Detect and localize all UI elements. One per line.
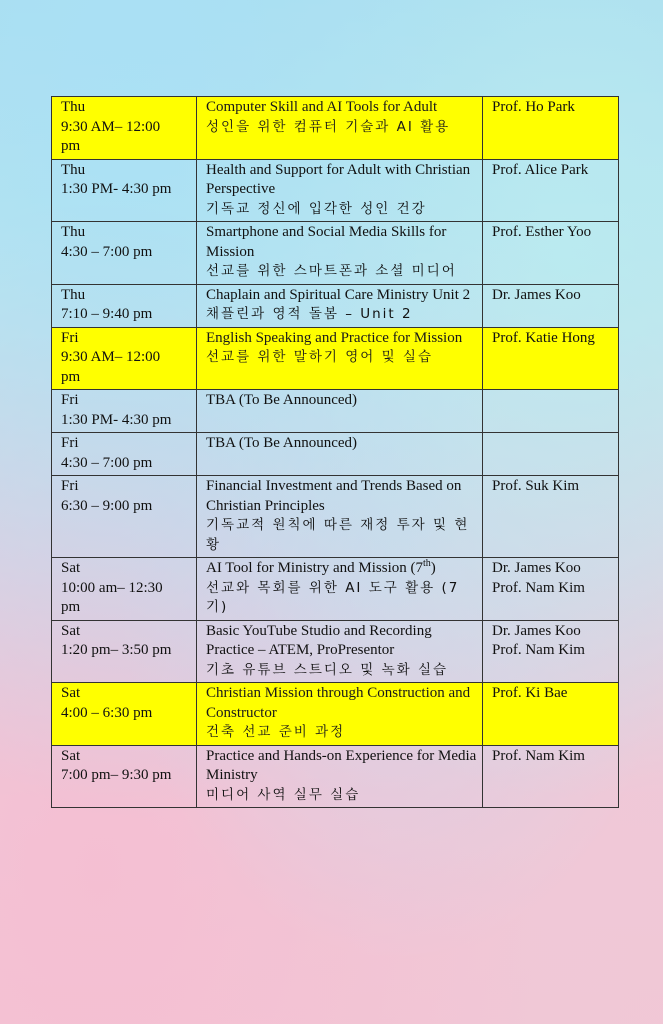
course-cell bbox=[197, 476, 483, 558]
day-label: Sat bbox=[61, 560, 81, 576]
instructor-name: Prof. Alice Park bbox=[492, 161, 589, 178]
instructor-cell bbox=[483, 558, 619, 621]
course-title-ko: 기독교적 원칙에 따른 재정 투자 및 현황 bbox=[206, 517, 470, 553]
course-title-ko: 기초 유튜브 스트디오 및 녹화 실습 bbox=[206, 661, 449, 678]
course-cell bbox=[197, 327, 483, 390]
time-label: 4:30 – 7:00 pm bbox=[61, 454, 153, 471]
instructor-name: Prof. Katie Hong bbox=[492, 329, 595, 346]
day-time-cell bbox=[52, 620, 197, 683]
course-title-en-line bbox=[206, 223, 478, 262]
course-cell bbox=[197, 97, 483, 160]
schedule-row bbox=[52, 745, 619, 808]
course-title-ko: 선교와 목회를 위한 AI 도구 활용 (7기) bbox=[206, 579, 460, 615]
time-label: 9:30 AM– 12:00 pm bbox=[61, 349, 161, 385]
day-label: Fri bbox=[61, 329, 79, 346]
day-time-cell bbox=[52, 284, 197, 327]
course-cell bbox=[197, 558, 483, 621]
day-label: Sat bbox=[61, 622, 81, 639]
course-title-superscript: th bbox=[423, 558, 431, 569]
day-time-cell bbox=[52, 390, 197, 433]
schedule-row bbox=[52, 390, 619, 433]
course-title-ko: 건축 선교 준비 과정 bbox=[206, 724, 346, 740]
instructor-cell bbox=[483, 745, 619, 808]
day-time-cell bbox=[52, 159, 197, 222]
day-time-cell bbox=[52, 476, 197, 558]
day-time-cell bbox=[52, 683, 197, 746]
course-title-en: Computer Skill and AI Tools for Adult bbox=[206, 99, 438, 115]
course-cell bbox=[197, 390, 483, 433]
time-label: 1:30 PM- 4:30 pm bbox=[61, 181, 172, 197]
instructor-name: Dr. James Koo Prof. Nam Kim bbox=[492, 560, 585, 596]
course-title-en-line bbox=[206, 98, 478, 118]
course-title-en-line bbox=[206, 329, 478, 349]
course-cell bbox=[197, 284, 483, 327]
course-title-en: Chaplain and Spiritual Care Ministry Unit 2 bbox=[206, 286, 471, 303]
day-label: Thu bbox=[61, 161, 86, 178]
course-cell bbox=[197, 683, 483, 746]
course-title-en: English Speaking and Practice for Mission bbox=[206, 329, 463, 346]
course-title-en: Practice and Hands-on Experience for Media Ministry bbox=[206, 747, 477, 783]
instructor-name: Prof. Esther Yoo bbox=[492, 224, 592, 240]
course-title-tail: ) bbox=[430, 560, 436, 576]
time-label: 4:30 – 7:00 pm bbox=[61, 243, 153, 260]
day-label: Sat bbox=[61, 747, 81, 764]
instructor-cell bbox=[483, 222, 619, 285]
course-cell bbox=[197, 159, 483, 222]
instructor-cell bbox=[483, 683, 619, 746]
day-label: Fri bbox=[61, 435, 79, 451]
course-title-ko: 선교를 위한 말하기 영어 및 실습 bbox=[206, 349, 433, 365]
course-title-en-line bbox=[206, 434, 478, 454]
time-label: 7:00 pm– 9:30 pm bbox=[61, 767, 172, 783]
course-title-en: Health and Support for Adult with Christian Perspective bbox=[206, 161, 471, 197]
course-title-en: Christian Mission through Construction and Constructor bbox=[206, 685, 471, 721]
day-time-cell bbox=[52, 558, 197, 621]
day-label: Thu bbox=[61, 99, 86, 115]
schedule-row bbox=[52, 558, 619, 621]
course-title-ko: 채플린과 영적 돌봄 – Unit 2 bbox=[206, 306, 413, 322]
instructor-name: Dr. James Koo Prof. Nam Kim bbox=[492, 622, 585, 658]
course-title-en-line bbox=[206, 559, 478, 579]
instructor-cell bbox=[483, 620, 619, 683]
instructor-cell bbox=[483, 284, 619, 327]
schedule-body bbox=[52, 97, 619, 808]
course-title-en: Smartphone and Social Media Skills for Mission bbox=[206, 224, 447, 260]
course-title-ko: 기독교 정신에 입각한 성인 건강 bbox=[206, 200, 427, 217]
course-title-en-line bbox=[206, 391, 478, 411]
course-title-en: TBA (To Be Announced) bbox=[206, 392, 358, 408]
course-title-en-line bbox=[206, 161, 478, 200]
time-label: 6:30 – 9:00 pm bbox=[61, 497, 153, 514]
time-label: 10:00 am– 12:30 pm bbox=[61, 579, 163, 615]
schedule-row bbox=[52, 222, 619, 285]
instructor-name: Prof. Ki Bae bbox=[492, 685, 568, 701]
day-time-cell bbox=[52, 222, 197, 285]
time-label: 1:30 PM- 4:30 pm bbox=[61, 411, 172, 428]
course-cell bbox=[197, 620, 483, 683]
schedule-row bbox=[52, 476, 619, 558]
course-cell bbox=[197, 433, 483, 476]
instructor-name: Prof. Suk Kim bbox=[492, 478, 580, 494]
day-time-cell bbox=[52, 433, 197, 476]
course-title-ko: 성인을 위한 컴퓨터 기술과 AI 활용 bbox=[206, 118, 451, 135]
schedule-row bbox=[52, 433, 619, 476]
instructor-cell bbox=[483, 433, 619, 476]
course-title-en: TBA (To Be Announced) bbox=[206, 435, 358, 451]
day-label: Fri bbox=[61, 392, 79, 408]
course-title-en-line bbox=[206, 684, 478, 723]
day-time-cell bbox=[52, 327, 197, 390]
schedule-table bbox=[51, 96, 619, 808]
day-label: Sat bbox=[61, 685, 81, 701]
course-title-en: Basic YouTube Studio and Recording Practice – ATEM, ProPresentor bbox=[206, 622, 432, 658]
day-time-cell bbox=[52, 97, 197, 160]
course-title-ko: 미디어 사역 실무 실습 bbox=[206, 786, 361, 803]
instructor-cell bbox=[483, 159, 619, 222]
day-label: Thu bbox=[61, 286, 86, 303]
schedule-row bbox=[52, 620, 619, 683]
day-time-cell bbox=[52, 745, 197, 808]
course-title-en-line bbox=[206, 286, 478, 306]
instructor-name: Dr. James Koo bbox=[492, 286, 581, 303]
instructor-cell bbox=[483, 390, 619, 433]
schedule-row bbox=[52, 97, 619, 160]
schedule-row bbox=[52, 327, 619, 390]
schedule-row bbox=[52, 159, 619, 222]
time-label: 1:20 pm– 3:50 pm bbox=[61, 642, 172, 658]
course-title-ko: 선교를 위한 스마트폰과 소셜 미디어 bbox=[206, 263, 457, 279]
instructor-cell bbox=[483, 476, 619, 558]
instructor-cell bbox=[483, 97, 619, 160]
time-label: 7:10 – 9:40 pm bbox=[61, 306, 153, 322]
day-label: Thu bbox=[61, 224, 86, 240]
course-title-en: Financial Investment and Trends Based on Christian Principles bbox=[206, 478, 462, 514]
time-label: 9:30 AM– 12:00 pm bbox=[61, 118, 161, 154]
day-label: Fri bbox=[61, 478, 79, 494]
course-title-en-line bbox=[206, 747, 478, 786]
course-title-en-line bbox=[206, 477, 478, 516]
instructor-name: Prof. Nam Kim bbox=[492, 747, 585, 764]
instructor-name: Prof. Ho Park bbox=[492, 99, 575, 115]
time-label: 4:00 – 6:30 pm bbox=[61, 704, 153, 721]
course-cell bbox=[197, 745, 483, 808]
course-title-en: AI Tool for Ministry and Mission (7 bbox=[206, 560, 424, 576]
schedule-row bbox=[52, 683, 619, 746]
instructor-cell bbox=[483, 327, 619, 390]
course-title-en-line bbox=[206, 622, 478, 661]
schedule-row bbox=[52, 284, 619, 327]
course-cell bbox=[197, 222, 483, 285]
